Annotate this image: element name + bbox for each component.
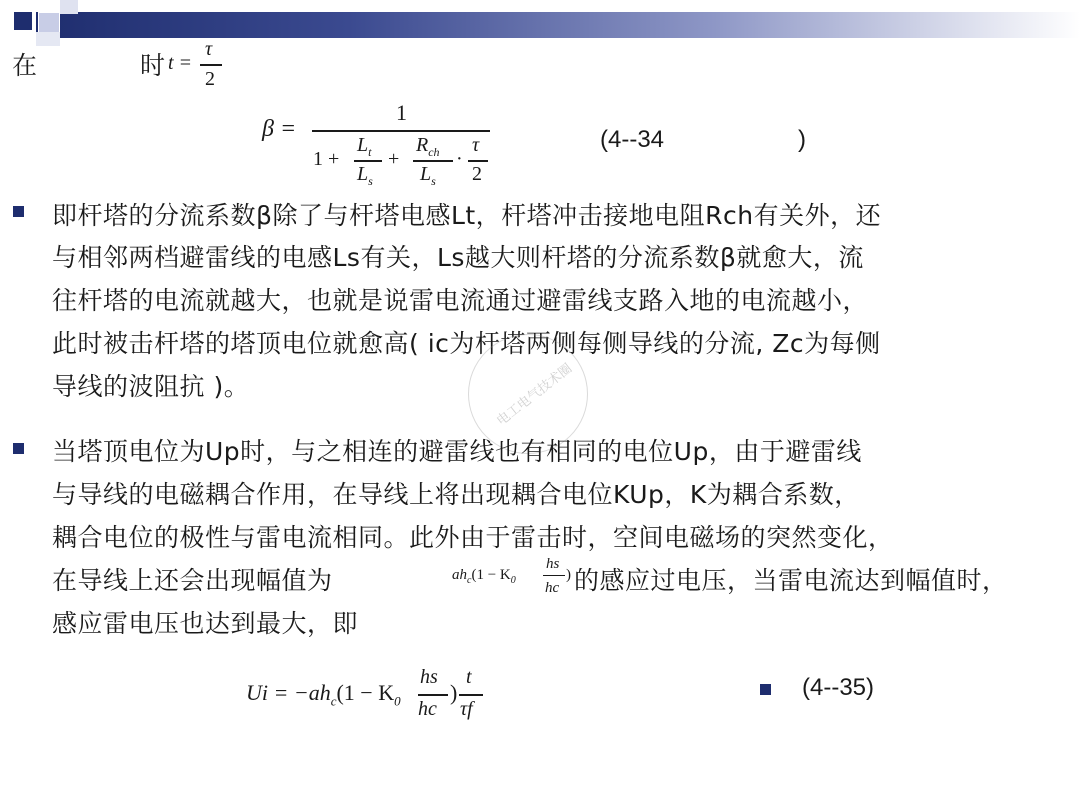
para1-line-5: 导线的波阻抗 )。: [52, 372, 250, 401]
para2-line-1: 当塔顶电位为Up时，与之相连的避雷线也有相同的电位Up，由于避雷线: [52, 437, 862, 466]
intro-shi: 时: [140, 51, 166, 80]
corner-square-faint: [60, 0, 78, 14]
eq34-label-close: ): [798, 126, 806, 153]
para1-line-1: 即杆塔的分流系数β除了与杆塔电感Lt，杆塔冲击接地电阻Rch有关外，还: [52, 201, 882, 230]
intro-fraction-bar: [200, 64, 222, 66]
eq34-plus: +: [388, 148, 400, 170]
eq35-hs-fraction-bar: [418, 694, 448, 696]
eq34-dot: ·: [456, 148, 463, 170]
eq34-rch-den: $L_s$: [420, 163, 436, 188]
eq34-den-prefix: 1 +: [313, 148, 340, 170]
para2-line-5: 感应雷电压也达到最大，即: [52, 609, 359, 638]
inline-expr-ah: $ah_c(1 - K_0$: [452, 567, 516, 586]
intro-t-eq: t =: [168, 52, 193, 74]
eq34-lt: $L_t$: [357, 134, 372, 159]
eq34-ls: $L_s$: [357, 163, 373, 188]
bullet-3: [760, 684, 771, 695]
eq34-two: 2: [472, 163, 482, 185]
bullet-1: [13, 206, 24, 217]
watermark-text: 电工电气技术圈: [494, 361, 576, 430]
eq34-label: (4--34: [600, 126, 665, 153]
eq34-rch: $R_{ch}$: [416, 134, 440, 159]
bullet-2: [13, 443, 24, 454]
eq35-t: t: [466, 666, 472, 688]
eq35-t-fraction-bar: [459, 694, 483, 696]
eq35-hs: hs: [420, 666, 438, 688]
inline-expr-hc: hc: [545, 580, 560, 596]
para1-line-4: 此时被击杆塔的塔顶电位就愈高( ic为杆塔两侧每侧导线的分流, Zc为每侧: [52, 329, 881, 358]
eq35-hc: hc: [418, 698, 437, 720]
para2-line-4b: 的感应过电压，当雷电流达到幅值时，: [574, 566, 1008, 595]
para2-line-3: 耦合电位的极性与雷电流相同。此外由于雷击时，空间电磁场的突然变化，: [52, 523, 894, 552]
corner-square-light: [38, 12, 60, 34]
para1-line-3: 往杆塔的电流就越大，也就是说雷电流通过避雷线支路入地的电流越小，: [52, 286, 869, 315]
inline-fraction-bar: [543, 575, 565, 576]
title-bar-decoration: [36, 12, 1080, 38]
corner-square-dark: [14, 12, 32, 30]
corner-square-faint-lower: [36, 32, 60, 46]
intro-two: 2: [205, 68, 215, 90]
para2-line-2: 与导线的电磁耦合作用，在导线上将出现耦合电位KUp，K为耦合系数，: [52, 480, 860, 509]
eq34-rch-fraction-bar: [413, 160, 453, 162]
eq34-lhs: β =: [262, 116, 297, 142]
eq34-lt-fraction-bar: [354, 160, 382, 162]
eq34-main-fraction-bar: [312, 130, 490, 132]
intro-tau: τ: [205, 38, 213, 60]
eq34-tau-fraction-bar: [468, 160, 488, 162]
eq35-tf: τf: [460, 698, 473, 720]
inline-expr-close: ): [566, 567, 571, 583]
eq34-tau: τ: [472, 134, 480, 156]
inline-expr-hs: hs: [546, 556, 560, 572]
para1-line-2: 与相邻两档避雷线的电感Ls有关，Ls越大则杆塔的分流系数β就愈大，流: [52, 243, 864, 272]
eq34-numerator: 1: [396, 100, 407, 125]
intro-zai: 在: [12, 51, 38, 80]
eq35-close: ): [450, 680, 458, 705]
eq35-label: (4--35): [802, 674, 875, 701]
para2-line-4a: 在导线上还会出现幅值为: [52, 566, 333, 595]
eq35-lhs: $Ui = -ah_c(1 - K_0$: [246, 680, 401, 709]
